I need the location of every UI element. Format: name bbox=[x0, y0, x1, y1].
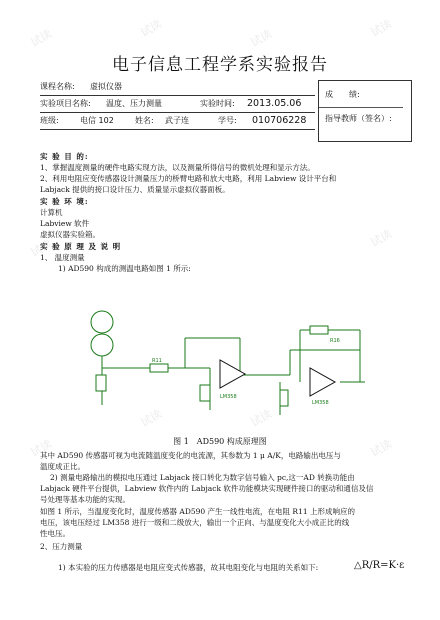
env-item: Labview 软件 bbox=[40, 219, 90, 228]
teacher-label: 指导教师（签名）: bbox=[325, 114, 392, 123]
temp-item-1: 1) AD590 构成的测温电路如图 1 所示: bbox=[58, 264, 191, 273]
env-heading: 实 验 环 境: bbox=[40, 197, 89, 206]
press-item-1: 1) 本实验的压力传感器是电阻应变式传感器，故其电阻变化与电阻的关系如下: bbox=[58, 563, 319, 572]
resistor bbox=[150, 364, 168, 372]
grade-box bbox=[318, 80, 412, 142]
resistor bbox=[280, 390, 288, 406]
watermark: 试读 bbox=[248, 27, 275, 50]
opamp-symbol bbox=[310, 368, 335, 396]
press-heading: 2、压力测量 bbox=[40, 542, 83, 551]
sensor-symbol bbox=[91, 311, 113, 333]
watermark: 试读 bbox=[28, 437, 55, 460]
paragraph: 温度成正比。 bbox=[40, 462, 85, 471]
project-label: 实验项目名称: bbox=[40, 99, 91, 108]
sensor-symbol bbox=[91, 334, 113, 356]
name-value: 武子连 bbox=[165, 116, 189, 125]
figure-caption: 图 1 AD590 构成原理图 bbox=[173, 437, 267, 446]
paragraph: 号处理等基本功能的实现。 bbox=[40, 495, 130, 504]
objective-2: 2、利用电阻应变传感器设计测量压力的桥臂电路和放大电路，利用 Labview 设计平台和 bbox=[40, 174, 337, 183]
divider bbox=[40, 112, 315, 113]
temp-heading: 1、 温度测量 bbox=[40, 253, 85, 262]
paragraph: 电压，该电压经过 LM358 进行一级和二级放大，输出一个正向、与温度变化大小成正比的线 bbox=[40, 518, 350, 527]
id-value: 010706228 bbox=[252, 115, 307, 126]
course-value: 虚拟仪器 bbox=[90, 82, 122, 91]
divider bbox=[40, 129, 315, 130]
circuit-diagram bbox=[80, 290, 380, 430]
principle-heading: 实 验 原 理 及 说 明 bbox=[40, 242, 122, 251]
grade-label: 成 绩: bbox=[325, 90, 360, 99]
objective-1: 1、掌握温度测量的硬件电路实现方法，以及测量所得信号的微机处理和显示方法。 bbox=[40, 163, 315, 172]
objective-2-cont: Labjack 提供的接口设计压力、质量显示虚拟仪器面板。 bbox=[40, 185, 230, 194]
report-title: 电子信息工程学系实验报告 bbox=[112, 55, 328, 75]
paragraph: Labjack 硬件平台提供，Labview 软件内的 Labjack 软件功能模块实现硬件接口的驱动和通信及信 bbox=[40, 484, 374, 493]
watermark: 试读 bbox=[368, 437, 395, 460]
paragraph: 其中 AD590 传感器可视为电流随温度变化的电流源，其参数为 1 μ A/K，电路输出电压与 bbox=[40, 451, 341, 460]
watermark: 试读 bbox=[248, 407, 275, 430]
name-label: 姓名: bbox=[135, 116, 154, 125]
watermark: 试读 bbox=[138, 407, 165, 430]
label-lm358b: LM358 bbox=[312, 400, 329, 406]
divider bbox=[40, 95, 315, 96]
resistor bbox=[310, 326, 328, 334]
paragraph: 性电压。 bbox=[40, 529, 70, 538]
env-item: 虚拟仪器实验箱。 bbox=[40, 230, 100, 239]
resistor bbox=[96, 375, 106, 391]
time-value: 2013.05.06 bbox=[247, 98, 302, 109]
label-lm358a: LM358 bbox=[220, 394, 237, 400]
resistor bbox=[200, 385, 210, 401]
watermark: 试读 bbox=[368, 17, 395, 40]
opamp-symbol bbox=[220, 360, 245, 388]
paragraph: 2) 测量电路输出的模拟电压通过 Labjack 接口转化为数字信号输入 pc,这一AD 转换功能由 bbox=[50, 473, 355, 482]
label-r11: R11 bbox=[152, 358, 162, 364]
project-value: 温度、压力测量 bbox=[106, 99, 162, 108]
paragraph: 如图 1 所示，当温度变化时，温度传感器 AD590 产生一线性电流，在电阻 R11 上形成响应的 bbox=[40, 507, 356, 516]
watermark: 试读 bbox=[138, 17, 165, 40]
watermark: 试读 bbox=[28, 27, 55, 50]
class-value: 电信 102 bbox=[80, 116, 114, 125]
watermark: 试读 bbox=[368, 227, 395, 250]
watermark: 试读 bbox=[28, 237, 55, 260]
course-label: 课程名称: bbox=[40, 82, 75, 91]
class-label: 班级: bbox=[40, 116, 59, 125]
env-item: 计算机 bbox=[40, 208, 63, 217]
divider bbox=[319, 107, 403, 108]
time-label: 实验时间: bbox=[200, 99, 235, 108]
formula: △R/R=K·ε bbox=[354, 560, 405, 571]
objective-heading: 实 验 目 的: bbox=[40, 152, 89, 161]
id-label: 学号: bbox=[218, 116, 237, 125]
label-r16: R16 bbox=[330, 338, 340, 344]
